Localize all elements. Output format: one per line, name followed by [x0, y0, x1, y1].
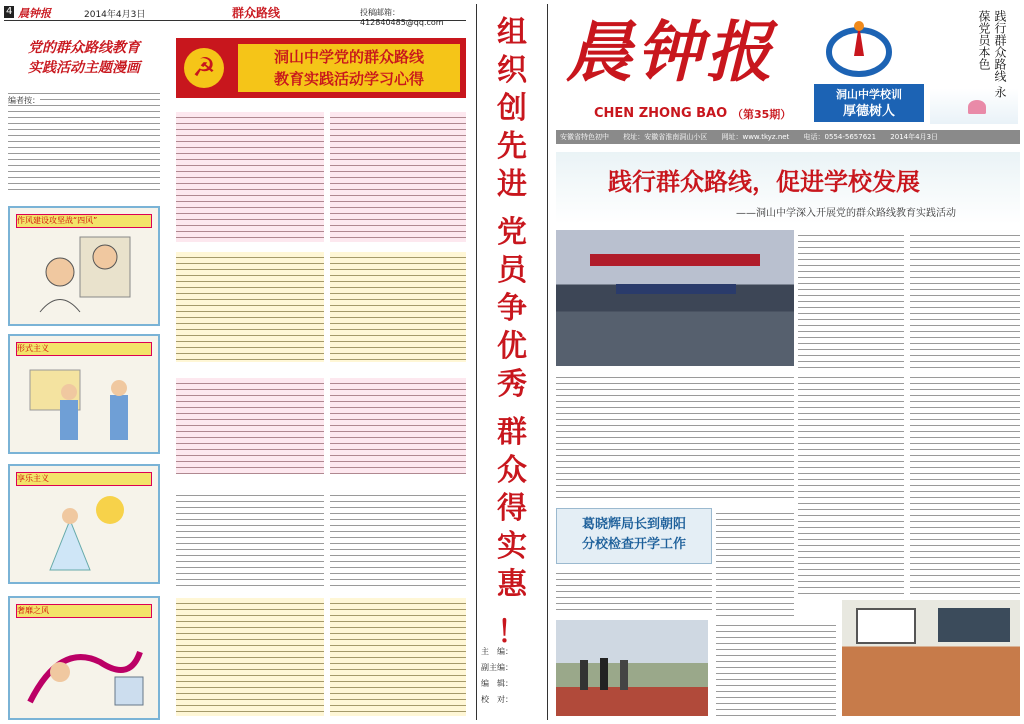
party-emblem-icon: ☭ [184, 48, 224, 88]
news-headline-line2: 分校检查开学工作 [581, 537, 686, 552]
cartoon-panel-2 [8, 334, 160, 454]
slogan-char: 惠 [497, 567, 527, 602]
main-article-body-2 [798, 372, 904, 596]
news-box [556, 508, 712, 564]
email: 投稿邮箱：412840485@qq.com [360, 8, 444, 27]
masthead-pinyin: CHEN ZHONG BAO [594, 106, 728, 121]
lotus-icon [968, 100, 986, 114]
article-yellow-2 [330, 252, 466, 362]
slogan-char: ！ [497, 615, 527, 650]
comics-intro [8, 88, 160, 192]
info-website: 网址：www.tkyz.net [721, 133, 790, 141]
comics-title-line2: 实践活动主题漫画 [28, 60, 140, 76]
credit-editor-in-chief: 主 编： [481, 647, 513, 656]
article-pink-3 [176, 378, 324, 474]
school-logo-icon [822, 16, 896, 80]
headline-band [556, 152, 1020, 224]
news-photo [556, 620, 708, 716]
cartoon-caption-1: 作风建设攻坚战“四风” [16, 214, 152, 228]
banner-line2: 教育实践活动学习心得 [273, 70, 424, 88]
cartoon-drawing-1 [20, 232, 148, 318]
slogan-char: 争 [497, 291, 527, 326]
news-text-2 [556, 568, 712, 614]
left-page [0, 0, 470, 724]
page-header [4, 6, 466, 27]
cartoon-panel-4 [8, 596, 160, 720]
slogan-char: 组 [497, 15, 527, 50]
news-text [716, 508, 794, 618]
page-number: 4 [6, 6, 13, 17]
header-masthead: 晨钟报 [18, 7, 51, 20]
info-school: 安徽省特色初中 [560, 133, 609, 141]
article-banner [176, 38, 466, 98]
article-yellow-1 [176, 252, 324, 362]
news-text-3 [716, 620, 836, 716]
main-article-col-2 [910, 230, 1020, 370]
info-bar [556, 130, 1020, 144]
comics-title [8, 38, 160, 78]
credit-proofreader: 校 对： [481, 695, 513, 704]
article-yellow-4 [330, 598, 466, 716]
article-pink-2 [330, 112, 466, 242]
slogan-char: 创 [497, 91, 527, 126]
header-date: 2014年4月3日 [84, 10, 146, 20]
masthead: 晨钟报 [566, 13, 776, 91]
headline: 践行群众路线，促进学校发展 [608, 167, 920, 196]
slogan-char: 实 [497, 529, 527, 564]
vertical-slogan [477, 14, 547, 652]
article-pink-1 [176, 112, 324, 242]
main-article-body-1 [556, 372, 794, 500]
section-name: 群众路线 [232, 6, 281, 20]
cartoon-panel-3 [8, 464, 160, 584]
motto-box [814, 84, 924, 122]
main-article-body-3 [910, 372, 1020, 596]
credit-editor: 编 辑： [481, 679, 513, 688]
info-phone: 电话：0554-5657621 [803, 133, 877, 141]
info-date: 2014年4月3日 [890, 133, 939, 141]
credits [481, 644, 543, 708]
main-article-col-1 [798, 230, 904, 370]
motto-line1: 洞山中学校训 [836, 88, 902, 101]
news-headline-line1: 葛晓辉局长到朝阳 [581, 517, 686, 532]
slogan-char: 得 [497, 491, 527, 526]
slogan-char: 众 [497, 453, 527, 488]
article-pink-4 [330, 378, 466, 474]
slogan-char: 织 [497, 53, 527, 88]
slogan-char: 群 [497, 415, 527, 450]
article-white-2 [330, 490, 466, 586]
slogan-char: 进 [497, 167, 527, 202]
cartoon-drawing-4 [20, 622, 148, 712]
cartoon-panel-1 [8, 206, 160, 326]
article-yellow-3 [176, 598, 324, 716]
slogan-char: 优 [497, 329, 527, 364]
cartoon-drawing-2 [20, 360, 148, 446]
issue-number: （第35期） [732, 108, 792, 121]
credit-deputy-editor: 副主编： [481, 663, 513, 672]
motto-line2: 厚德树人 [842, 104, 895, 119]
calligraphy-panel [930, 6, 1018, 124]
cartoon-drawing-3 [20, 490, 148, 576]
classroom-photo [842, 600, 1020, 716]
cartoon-caption-2: 形式主义 [16, 342, 152, 356]
cartoon-caption-4: 奢靡之风 [16, 604, 152, 618]
middle-strip [476, 4, 548, 720]
subheadline: ——洞山中学深入开展党的群众路线教育实践活动 [736, 208, 956, 219]
slogan-char: 先 [497, 129, 527, 164]
calligraphy-text: 践行群众路线 永葆党员本色 [977, 10, 1007, 98]
slogan-char: 党 [497, 215, 527, 250]
right-page [552, 0, 1024, 724]
info-address: 校址：安徽省淮南洞山小区 [623, 133, 708, 141]
comics-intro-head: 编者按： [8, 96, 40, 105]
main-photo [556, 230, 794, 366]
comics-title-line1: 党的群众路线教育 [28, 40, 140, 56]
article-white-1 [176, 490, 324, 586]
cartoon-caption-3: 享乐主义 [16, 472, 152, 486]
slogan-char: 员 [497, 253, 527, 288]
slogan-char: 秀 [497, 367, 527, 402]
banner-line1: 洞山中学党的群众路线 [273, 48, 424, 66]
